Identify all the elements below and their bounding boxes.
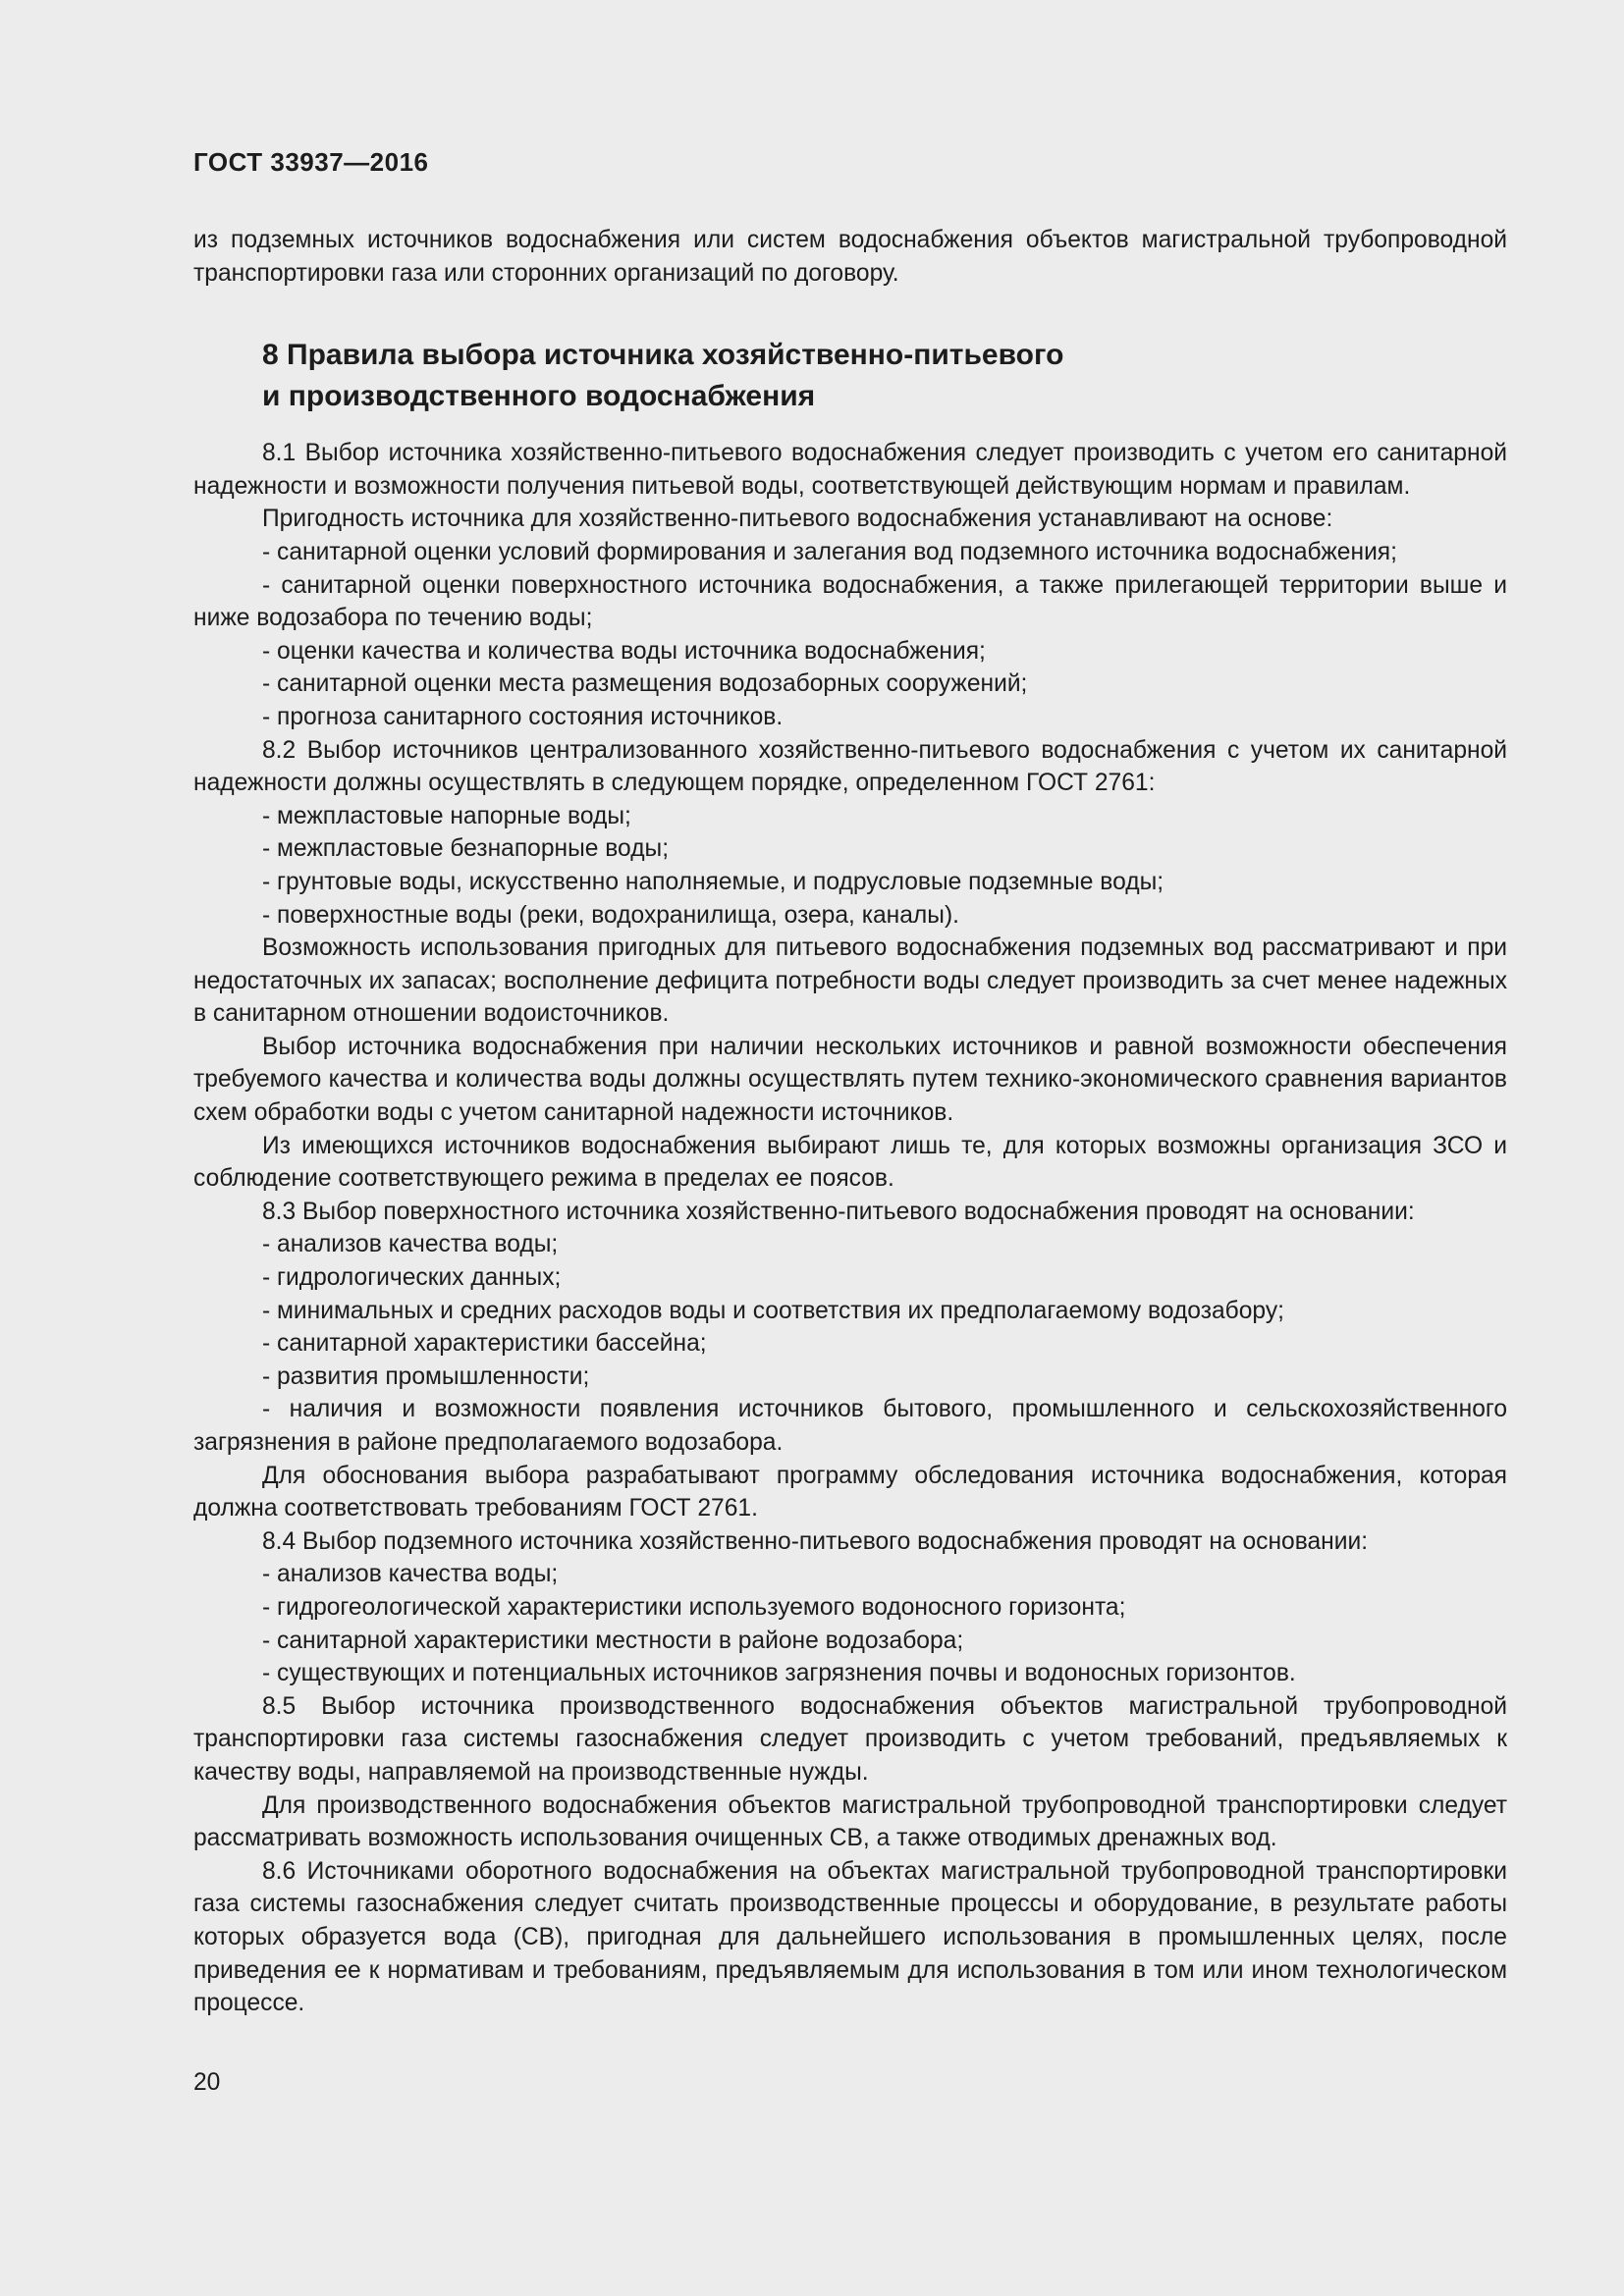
list-item: - существующих и потенциальных источников загрязнения почвы и водоносных горизонтов. [262,1660,1296,1687]
intro-paragraph: из подземных источников водоснабжения или систем водоснабжения объектов магистральной трубопроводной транспортировки газа или сторонних организаций по договору. [193,227,1507,287]
section-title [193,335,1507,417]
page-content [193,224,1507,2020]
list-item: - наличия и возможности появления источников бытового, промышленного и сельскохозяйственного загрязнения в районе предполагаемого водозабора. [193,1396,1507,1456]
list-item: - анализов качества воды; [262,1561,559,1588]
paragraph-8-1: 8.1 Выбор источника хозяйственно-питьевого водоснабжения следует производить с учетом его санитарной надежности и возможности получения питьевой воды, соответствующей действующим нормам и правилам. [193,440,1507,500]
list-item: - поверхностные воды (реки, водохранилища, озера, каналы). [262,901,959,929]
list-item: - межпластовые напорные воды; [262,802,631,829]
list-item: - санитарной характеристики местности в районе водозабора; [262,1627,964,1654]
list-item: - гидрогеологической характеристики используемого водоносного горизонта; [262,1593,1126,1621]
paragraph-8-2: 8.2 Выбор источников централизованного хозяйственно-питьевого водоснабжения с учетом их санитарной надежности должны осуществлять в следующем порядке, определенном ГОСТ 2761: [193,736,1507,797]
paragraph-8-3: 8.3 Выбор поверхностного источника хозяйственно-питьевого водоснабжения проводят на основании: [262,1198,1415,1225]
list-item: - анализов качества воды; [262,1231,559,1258]
list-item: - минимальных и средних расходов воды и соответствия их предполагаемому водозабору; [262,1297,1284,1324]
paragraph-8-6: 8.6 Источниками оборотного водоснабжения на объектах магистральной трубопроводной транспортировки газа системы газоснабжения следует считать производственные процессы и оборудование, в результате работы которых образуется вода (СВ), пригодная для дальнейшего использования в промышленных целях, после приведения ее к нормативам и требованиям, предъявляемым для использования в том или ином технологическом процессе. [193,1857,1507,2017]
list-item: - санитарной оценки места размещения водозаборных сооружений; [262,670,1028,698]
spacer [193,417,1507,437]
paragraph-source-selection: Выбор источника водоснабжения при наличии нескольких источников и равной возможности обеспечения требуемого качества и количества воды должны осуществлять путем технико-экономического сравнения вариантов схем обработки воды с учетом санитарной надежности источников. [193,1033,1507,1127]
section-title-line-2: и производственного водоснабжения [262,380,816,413]
list-item: - санитарной оценки поверхностного источника водоснабжения, а также прилегающей территории выше и ниже водозабора по течению воды; [193,571,1507,632]
paragraph-survey-program: Для обоснования выбора разрабатывают программу обследования источника водоснабжения, которая должна соответствовать требованиям ГОСТ 2761. [193,1462,1507,1522]
list-item: - прогноза санитарного состояния источников. [262,703,784,730]
list-item: - санитарной оценки условий формирования и залегания вод подземного источника водоснабжения; [262,538,1397,565]
paragraph-zso: Из имеющихся источников водоснабжения выбирают лишь те, для которых возможны организация ЗСО и соблюдение соответствующего режима в пределах ее поясов. [193,1132,1507,1193]
paragraph-underground-water: Возможность использования пригодных для питьевого водоснабжения подземных вод рассматривают и при недостаточных их запасах; восполнение дефицита потребности воды следует производить за счет менее надежных в санитарном отношении водоисточников. [193,934,1507,1028]
document-code-header: ГОСТ 33937—2016 [193,147,429,177]
list-item: - гидрологических данных; [262,1264,562,1292]
list-item: - межпластовые безнапорные воды; [262,835,670,863]
list-item: - оценки качества и количества воды источника водоснабжения; [262,637,986,665]
paragraph-8-4: 8.4 Выбор подземного источника хозяйственно-питьевого водоснабжения проводят на основании: [262,1527,1369,1555]
list-item: - развития промышленности; [262,1362,590,1390]
paragraph-suitability: Пригодность источника для хозяйственно-питьевого водоснабжения устанавливают на основе: [262,506,1333,533]
spacer [193,290,1507,335]
page-number: 20 [193,2069,221,2096]
list-item: - санитарной характеристики бассейна; [262,1330,707,1358]
list-item: - грунтовые воды, искусственно наполняемые, и подрусловые подземные воды; [262,868,1164,895]
paragraph-8-5: 8.5 Выбор источника производственного водоснабжения объектов магистральной трубопроводной транспортировки газа системы газоснабжения следует производить с учетом требований, предъявляемых к качеству воды, направляемой на производственные нужды. [193,1692,1507,1786]
section-title-line-1: 8 Правила выбора источника хозяйственно-питьевого [262,339,1064,372]
paragraph-industrial-supply: Для производственного водоснабжения объектов магистральной трубопроводной транспортировки следует рассматривать возможность использования очищенных СВ, а также отводимых дренажных вод. [193,1791,1507,1852]
